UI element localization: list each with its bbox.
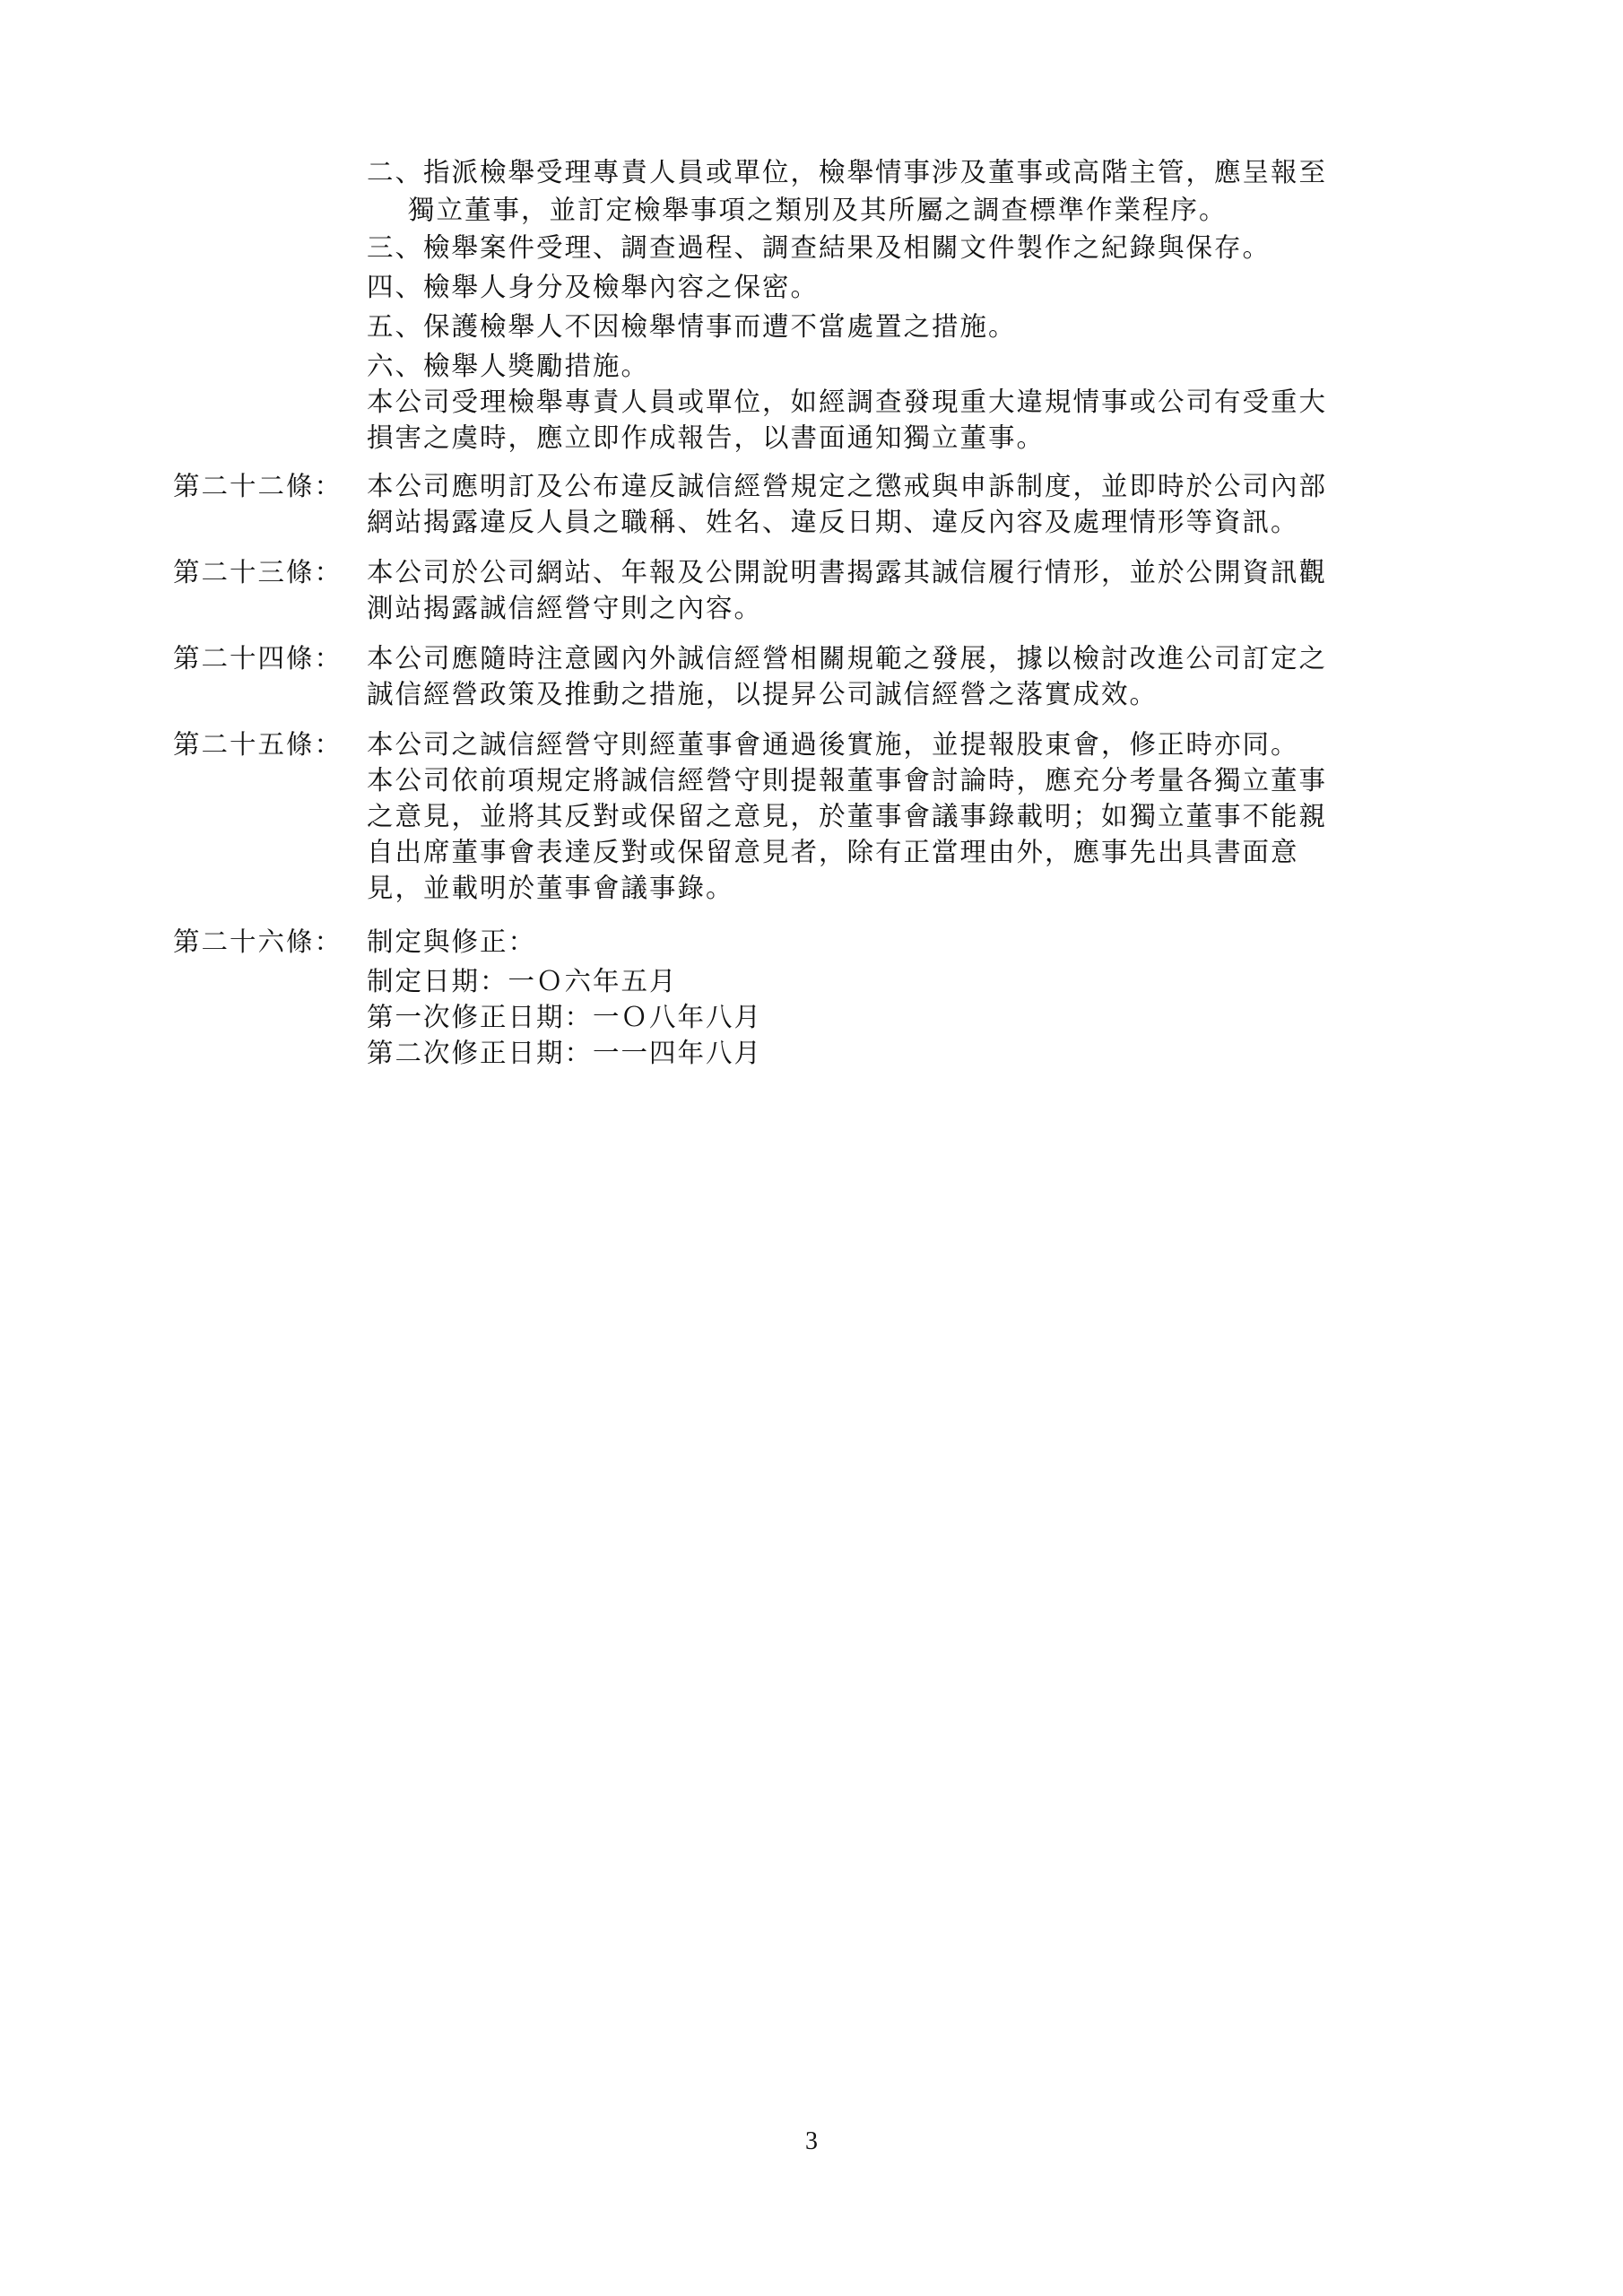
article-26-label: 第二十六條：: [173, 926, 343, 957]
article-22-text-continued: 網站揭露違反人員之職稱、姓名、違反日期、違反內容及處理情形等資訊。: [367, 507, 1299, 537]
article-23-text: 本公司於公司網站、年報及公開說明書揭露其誠信履行情形，並於公開資訊觀: [367, 557, 1328, 587]
article-24-text-continued: 誠信經營政策及推動之措施，以提昇公司誠信經營之落實成效。: [367, 679, 1159, 709]
article-25-paragraph-2-line-3: 自出席董事會表達反對或保留意見者，除有正當理由外，應事先出具書面意: [367, 837, 1299, 867]
article-23-text-continued: 測站揭露誠信經營守則之內容。: [367, 593, 763, 623]
second-amendment-date: 第二次修正日期：一一四年八月: [367, 1038, 763, 1068]
article-25-text: 本公司之誠信經營守則經董事會通過後實施，並提報股東會，修正時亦同。: [367, 729, 1299, 760]
first-amendment-date: 第一次修正日期：一Ｏ八年八月: [367, 1002, 763, 1032]
page-number: 3: [805, 2127, 818, 2155]
enactment-date: 制定日期：一Ｏ六年五月: [367, 966, 678, 996]
article-24-text: 本公司應隨時注意國內外誠信經營相關規範之發展，據以檢討改進公司訂定之: [367, 643, 1328, 674]
list-item-6: 六、檢舉人獎勵措施。: [367, 351, 650, 381]
article-22-text: 本公司應明訂及公布違反誠信經營規定之懲戒與申訴制度，並即時於公司內部: [367, 471, 1328, 501]
list-item-4: 四、檢舉人身分及檢舉內容之保密。: [367, 272, 820, 302]
closing-paragraph-continued: 損害之虞時，應立即作成報告，以書面通知獨立董事。: [367, 422, 1046, 453]
article-25-paragraph-2: 本公司依前項規定將誠信經營守則提報董事會討論時，應充分考量各獨立董事: [367, 765, 1328, 796]
closing-paragraph: 本公司受理檢舉專責人員或單位，如經調查發現重大違規情事或公司有受重大: [367, 387, 1328, 417]
article-22-label: 第二十二條：: [173, 471, 343, 501]
article-24-label: 第二十四條：: [173, 643, 343, 674]
article-25-paragraph-2-line-2: 之意見，並將其反對或保留之意見，於董事會議事錄載明；如獨立董事不能親: [367, 801, 1328, 831]
article-26-heading: 制定與修正：: [367, 926, 537, 957]
list-item-5: 五、保護檢舉人不因檢舉情事而遭不當處置之措施。: [367, 311, 1017, 342]
article-25-label: 第二十五條：: [173, 729, 343, 760]
list-item-2-continued: 獨立董事，並訂定檢舉事項之類別及其所屬之調查標準作業程序。: [408, 195, 1228, 225]
article-25-paragraph-2-line-4: 見，並載明於董事會議事錄。: [367, 873, 734, 903]
list-item-2: 二、指派檢舉受理專責人員或單位，檢舉情事涉及董事或高階主管，應呈報至: [367, 157, 1328, 187]
article-23-label: 第二十三條：: [173, 557, 343, 587]
list-item-3: 三、檢舉案件受理、調查過程、調查結果及相關文件製作之紀錄與保存。: [367, 232, 1271, 263]
